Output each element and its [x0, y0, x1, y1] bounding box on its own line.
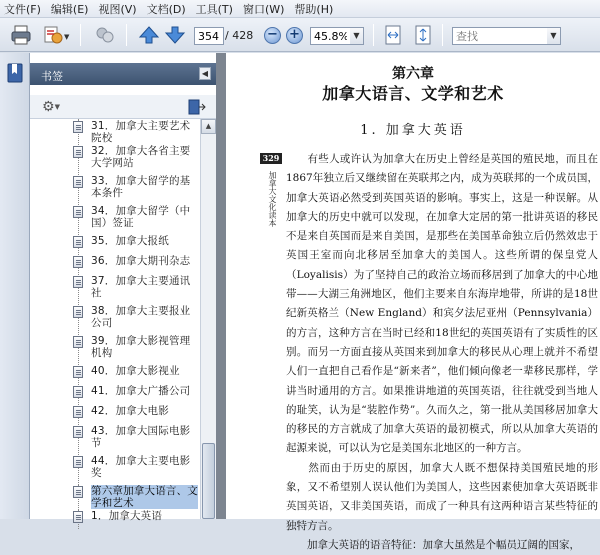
document-page — [226, 53, 600, 551]
bookmark-item[interactable] — [30, 484, 200, 508]
bookmark-item[interactable] — [30, 334, 200, 363]
toolbar-separator — [126, 24, 127, 46]
section-title: 1. 加拿大英语 — [360, 123, 466, 138]
bookmark-page-icon — [73, 121, 83, 133]
bookmark-page-icon — [73, 511, 83, 523]
bookmark-label: 1．加拿大英语 — [91, 510, 163, 522]
bookmark-label: 35．加拿大报纸 — [91, 235, 169, 247]
options-gear-icon[interactable]: ⚙▼ — [42, 99, 60, 115]
bookmark-item[interactable] — [30, 384, 200, 403]
bookmarks-panel — [30, 53, 216, 522]
scroll-up-arrow-icon[interactable]: ▲ — [201, 119, 216, 134]
bookmark-label: 34．加拿大留学（中国）签证 — [91, 205, 191, 229]
page-number: 329 — [260, 153, 282, 164]
zoom-in-button[interactable]: + — [286, 27, 303, 44]
next-page-icon[interactable] — [164, 24, 186, 46]
bookmark-page-icon — [73, 206, 83, 218]
toolbar-separator — [80, 24, 81, 46]
bookmark-item[interactable] — [30, 234, 200, 253]
bookmark-label: 38．加拿大主要报业公司 — [91, 305, 191, 329]
page-total: / 428 — [225, 29, 254, 42]
bookmark-label: 39．加拿大影视管理机构 — [91, 335, 191, 359]
bookmark-item[interactable] — [30, 364, 200, 383]
search-input[interactable] — [452, 27, 548, 45]
menu-view[interactable]: 视图(V) — [98, 2, 137, 16]
bookmark-item[interactable] — [30, 204, 200, 233]
toolbar-separator — [442, 24, 443, 46]
menu-document[interactable]: 文档(D) — [146, 2, 186, 16]
email-icon[interactable] — [42, 24, 64, 46]
bookmark-label: 40．加拿大影视业 — [91, 365, 180, 377]
scrollbar-thumb[interactable] — [202, 443, 215, 519]
navigation-strip — [0, 53, 30, 519]
menu-help[interactable]: 帮助(H) — [294, 2, 334, 16]
bookmark-label: 41．加拿大广播公司 — [91, 385, 191, 397]
page-number-input[interactable] — [194, 27, 224, 45]
bookmark-label: 43．加拿大国际电影节 — [91, 425, 191, 449]
new-bookmark-icon[interactable] — [188, 99, 206, 115]
bookmark-label: 42．加拿大电影 — [91, 405, 169, 417]
document-area — [216, 53, 600, 551]
email-dropdown-icon[interactable]: ▼ — [64, 33, 70, 41]
bookmark-label: 36．加拿大期刊杂志 — [91, 255, 191, 267]
menu-file[interactable]: 文件(F) — [4, 2, 41, 16]
bookmark-label: 33．加拿大留学的基本条件 — [91, 175, 191, 199]
bookmarks-title: 书签 — [41, 70, 63, 83]
bookmark-item[interactable] — [30, 404, 200, 423]
bookmark-item[interactable] — [30, 274, 200, 303]
bookmark-item[interactable] — [30, 304, 200, 333]
bookmark-item[interactable] — [30, 119, 200, 143]
bookmark-label: 44．加拿大主要电影奖 — [91, 455, 191, 479]
bookmark-page-icon — [73, 146, 83, 158]
menu-tools[interactable]: 工具(T) — [195, 2, 233, 16]
bookmarks-tree — [30, 119, 200, 522]
bookmark-page-icon — [73, 276, 83, 288]
bookmarks-header — [30, 63, 216, 85]
print-icon[interactable] — [10, 24, 32, 46]
bookmark-label: 31．加拿大主要艺术院校 — [91, 120, 191, 144]
bookmark-item[interactable] — [30, 254, 200, 273]
bookmark-page-icon — [73, 256, 83, 268]
bookmark-item[interactable] — [30, 144, 200, 173]
bookmark-label: 第六章加拿大语言、文学和艺术 — [91, 485, 198, 509]
fit-width-icon[interactable] — [382, 24, 404, 46]
bookmarks-scrollbar[interactable] — [200, 119, 216, 519]
search-dropdown-icon[interactable]: ▼ — [547, 27, 561, 45]
zoom-out-button[interactable]: − — [264, 27, 281, 44]
bookmark-label: 32．加拿大各省主要大学网站 — [91, 145, 191, 169]
toolbar-separator — [373, 24, 374, 46]
bookmark-item[interactable] — [30, 174, 200, 203]
bookmark-page-icon — [73, 176, 83, 188]
previous-page-icon[interactable] — [138, 24, 160, 46]
bookmarks-toolbar — [30, 95, 216, 119]
bookmark-item[interactable] — [30, 454, 200, 483]
collapse-panel-button[interactable]: ◀ — [199, 67, 211, 80]
menu-window[interactable]: 窗口(W) — [242, 2, 285, 16]
body-text: 有些人或许认为加拿大在历史上曾经是英国的殖民地，而且在1867年独立后又继续留在英联邦之内，成为英联邦的一个成员国，加拿大英语必然受到英国英语的影响。事实上，这是一种误解。从加拿大的历史中就可以发现，在加拿大定居的第一批讲英语的移民不是来自英国而是来自美国，是那些在美国革命独立后仍然效忠于英国王室而向北移居至加拿大的美国人。这些所谓的保皇党人（Loyalisis）为了坚持自己的政治立场而移居到了加拿大的中心地带——大湖三角洲地区，他们主要来自东海岸地带，所讲的是18世纪新英格兰（New England）和宾夕法尼亚州（Pennsylvania）的方言，这种方言在当时已经和18世纪的英国英语有了实质性的区别。而另一方面直接从英国来到加拿大的移民从心理上就并不希望人们一直把自己看作是“新来者”，他们倾向像老一辈移民那样，学讲当时通用的方言。如果推讲地道的英国英语，往往就受到当地人的耻笑，认为是“装腔作势”。久而久之，第一批从美国移居加拿大的移民的方言就成了加拿大英语的最初模式，所以从加拿大英语的起源来说，可以认为它是美国东北地区的一种方言。 然而由于历史的原因，加拿大人既不想保持美国殖民地的形象，又不希望别人误认他们为美国人，这些因素使加拿大英语既非英国英语，又非美国英语，而成了一种具有这两种语言某些特征的独特方言。 加拿大英语的语音特征：加拿大虽然是个幅员辽阔的国家， — [286, 153, 598, 551]
zoom-dropdown-icon[interactable]: ▼ — [350, 27, 364, 45]
bookmark-page-icon — [73, 486, 83, 498]
toolbar — [0, 18, 600, 52]
bookmark-page-icon — [73, 426, 83, 438]
chapter-title: 加拿大语言、文学和艺术 — [322, 84, 504, 103]
bookmark-page-icon — [73, 366, 83, 378]
menu-edit[interactable]: 编辑(E) — [50, 2, 89, 16]
bookmark-page-icon — [73, 456, 83, 468]
menu-bar — [0, 0, 600, 18]
zoom-input[interactable] — [310, 27, 351, 45]
bookmark-page-icon — [73, 406, 83, 418]
bookmark-page-icon — [73, 386, 83, 398]
bookmark-item[interactable] — [30, 509, 200, 529]
bookmarks-tab-icon[interactable] — [7, 63, 23, 83]
running-head: 加拿大文化读本 — [268, 171, 277, 227]
collaborate-icon[interactable] — [94, 24, 116, 46]
bookmark-page-icon — [73, 236, 83, 248]
bookmark-item[interactable] — [30, 424, 200, 453]
chapter-number: 第六章 — [392, 66, 434, 82]
bookmark-label: 37．加拿大主要通讯社 — [91, 275, 191, 299]
bookmark-page-icon — [73, 306, 83, 318]
fit-page-icon[interactable] — [412, 24, 434, 46]
bookmark-page-icon — [73, 336, 83, 348]
